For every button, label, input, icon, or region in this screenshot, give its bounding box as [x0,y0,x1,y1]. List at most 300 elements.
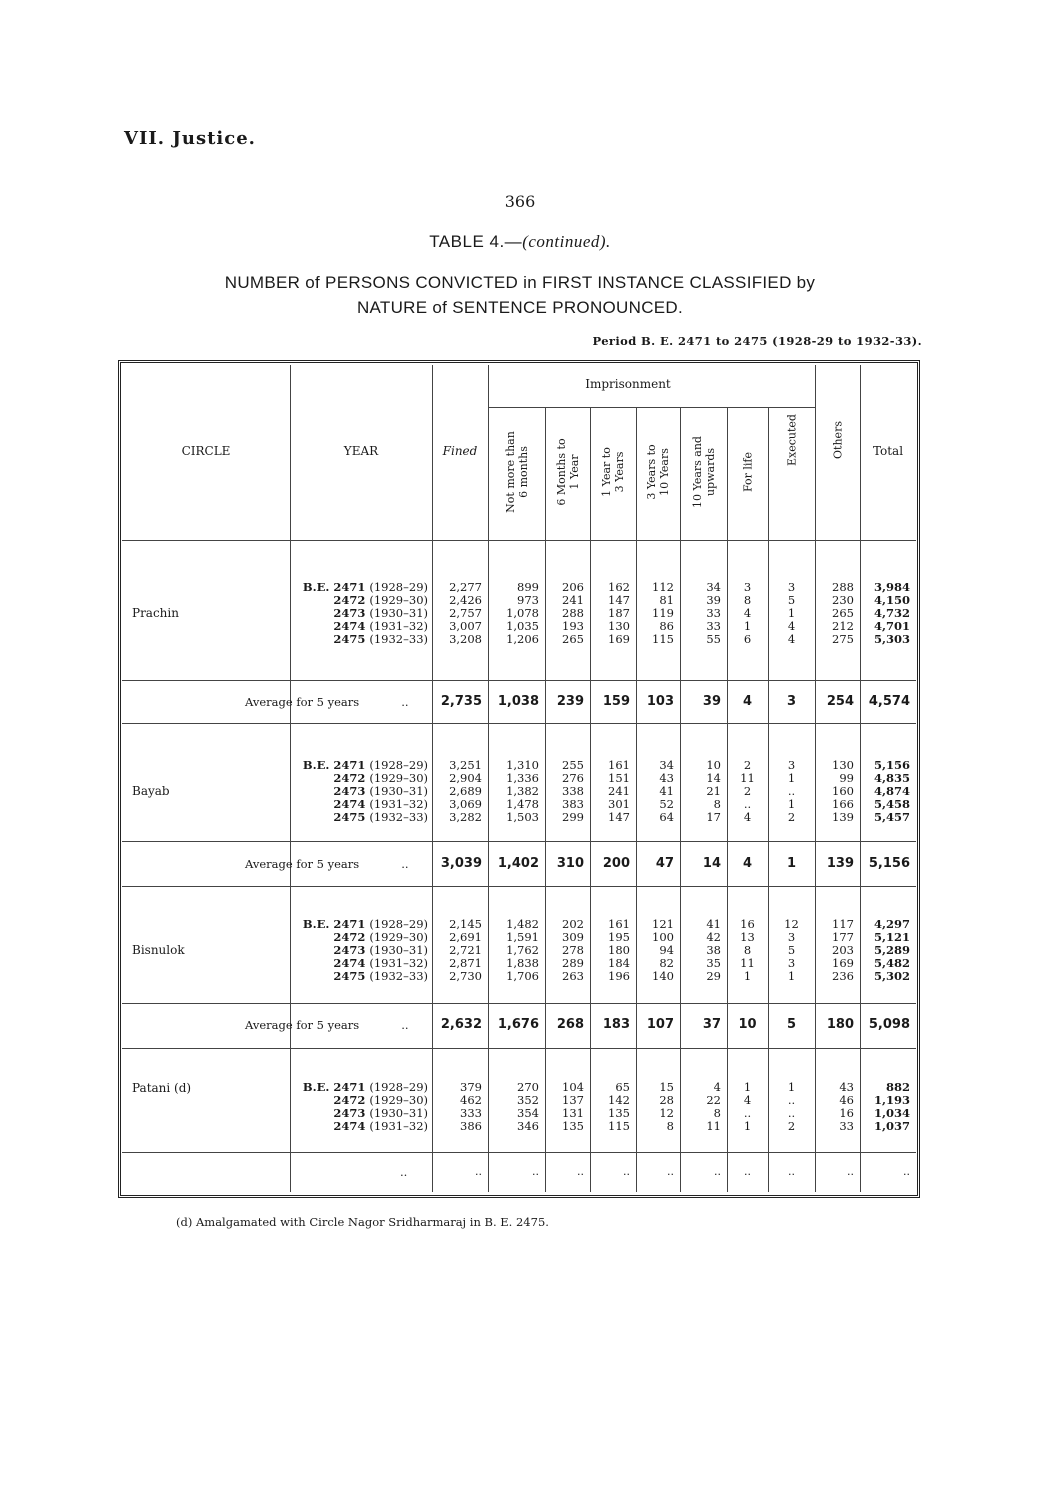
table-cell: 4 [787,619,796,633]
table-cell: 11 [740,956,755,970]
table-cell: 1,503 [506,810,539,824]
table-title-prefix: TABLE 4.— [429,232,523,251]
circle-name: Prachin [132,606,179,620]
year-list [303,1081,428,1133]
table-cell: 16 [740,917,755,931]
year-be: 2474 [333,797,370,811]
year-row [303,633,428,646]
average-executed: 3 [786,694,797,709]
table-cell: 193 [562,619,584,633]
table-cell: 5,302 [873,969,910,983]
average-fined: 2,632 [440,1017,482,1032]
table-cell: 383 [562,797,584,811]
cells-y10-up [680,759,721,824]
average-y10-up: 37 [702,1017,721,1032]
table-cell: 288 [832,580,854,594]
table-cell: 112 [652,580,674,594]
table-cell: .. [787,1093,796,1107]
table-cell: 379 [460,1080,482,1094]
table-cell: 5,303 [873,632,910,646]
year-be: B.E. 2471 [302,1080,370,1094]
table-cell: .. [787,1106,796,1120]
cells-for-life [727,581,768,646]
average-y10-up: .. [714,1165,721,1178]
table-cell: 117 [832,917,854,931]
table-cell: 1,706 [506,969,539,983]
average-label-dots: .. [401,857,409,871]
header-y3-to-10y: 3 Years to 10 Years [645,444,671,500]
year-be: 2473 [333,784,370,798]
average-total: 5,156 [868,856,910,871]
cells-not-more-6m [488,1081,539,1133]
table-cell: 22 [706,1093,721,1107]
table-cell: 2,277 [449,580,482,594]
year-ce: (1928–29) [369,917,428,931]
year-be: 2475 [333,810,370,824]
average-total: .. [903,1165,910,1178]
header-total: Total [872,444,904,458]
year-ce: (1929–30) [369,593,428,607]
average-label-dots: .. [401,1018,409,1032]
cells-executed [768,759,815,824]
year-ce: (1929–30) [369,771,428,785]
table-cell: 462 [460,1093,482,1107]
average-others: 180 [826,1017,854,1032]
table-cell: 4 [743,1093,752,1107]
average-for-life: 10 [738,1017,757,1032]
cells-total [860,759,910,824]
table-cell: 1,382 [506,784,539,798]
table-cell: 135 [608,1106,630,1120]
average-others: 254 [826,694,854,709]
table-cell: 41 [706,917,721,931]
table-cell: 263 [562,969,584,983]
year-ce: (1932–33) [369,810,428,824]
table-cell: 130 [832,758,854,772]
table-cell: 2 [787,1119,796,1133]
table-cell: 184 [608,956,630,970]
average-executed: 1 [786,856,797,871]
table-cell: 4,701 [873,619,910,633]
average-y1-to-3y: 200 [602,856,630,871]
year-ce: (1931–32) [369,956,428,970]
cells-y3-to-10y [636,1081,674,1133]
table-cell: 2,426 [449,593,482,607]
cells-others [815,1081,854,1133]
table-cell: 1,482 [506,917,539,931]
table-cell: 265 [832,606,854,620]
table-cell: 1,310 [506,758,539,772]
table-cell: 86 [659,619,674,633]
table-cell: 301 [608,797,630,811]
average-others: 139 [826,856,854,871]
table-cell: 1,193 [873,1093,910,1107]
table-cell: 180 [608,943,630,957]
table-cell: .. [743,1106,752,1120]
year-ce: (1928–29) [369,580,428,594]
period-label: Period B. E. 2471 to 2475 (1928-29 to 1932-33). [592,334,922,348]
table-cell: 289 [562,956,584,970]
table-cell: 2,691 [449,930,482,944]
table-cell: 386 [460,1119,482,1133]
table-cell: 43 [659,771,674,785]
table-cell: 104 [562,1080,584,1094]
year-ce: (1930–31) [369,1106,428,1120]
table-cell: 39 [706,593,721,607]
average-y1-to-3y: 159 [602,694,630,709]
year-be: 2474 [333,956,370,970]
table-cell: 4 [713,1080,721,1094]
table-cell: 1 [743,1119,752,1133]
table-cell: 203 [832,943,854,957]
year-be: 2472 [333,593,370,607]
table-cell: 1 [787,1080,796,1094]
average-label [245,857,409,871]
header-imprisonment: Imprisonment [585,377,671,391]
cells-total [860,1081,910,1133]
table-cell: 5,156 [873,758,910,772]
table-cell: 4 [787,632,796,646]
table-cell: 121 [652,917,674,931]
table-cell: 288 [562,606,584,620]
table-cell: 206 [562,580,584,594]
average-not-more-6m: 1,402 [497,856,539,871]
year-ce: (1929–30) [369,1093,428,1107]
year-be: 2472 [333,1093,370,1107]
imprisonment-rule [488,407,815,408]
table-cell: 299 [562,810,584,824]
table-cell: 94 [659,943,674,957]
table-cell: 1,591 [506,930,539,944]
table-cell: 11 [706,1119,721,1133]
average-label [245,695,409,709]
table-cell: 309 [562,930,584,944]
table-cell: 1,034 [873,1106,910,1120]
table-cell: 115 [652,632,674,646]
average-total: 5,098 [868,1017,910,1032]
circle-name: Bisnulok [132,943,185,957]
header-others: Others [831,421,844,459]
year-be: 2472 [333,771,370,785]
column-rule [290,365,291,1192]
header-fined: Fined [442,444,478,458]
table-cell: 973 [517,593,539,607]
table-cell: 5,458 [873,797,910,811]
table-cell: 241 [562,593,584,607]
table-cell: 177 [832,930,854,944]
average-label-text: Average for 5 years [245,1018,360,1032]
table-cell: 160 [832,784,854,798]
table-cell: 1,035 [506,619,539,633]
average-fined: 3,039 [440,856,482,871]
table-cell: 46 [839,1093,854,1107]
table-cell: 1 [743,619,752,633]
average-label [245,1018,409,1032]
header-executed: Executed [785,414,798,466]
average-m6-to-1y: 268 [556,1017,584,1032]
year-list [303,759,428,824]
year-be: 2475 [333,632,370,646]
table-cell: 33 [706,619,721,633]
table-cell: 2 [743,758,752,772]
table-cell: 2,871 [449,956,482,970]
cells-executed [768,581,815,646]
average-for-life: 4 [742,856,753,871]
table-cell: 16 [839,1106,854,1120]
cells-y1-to-3y [590,759,630,824]
header-m6-to-1y: 6 Months to 1 Year [554,438,581,506]
table-cell: 1,838 [506,956,539,970]
cells-for-life [727,1081,768,1133]
table-cell: 1 [787,797,796,811]
table-cell: 3,007 [449,619,482,633]
table-cell: 8 [743,593,752,607]
header-bottom-rule [122,540,916,541]
page-number: 366 [504,192,536,211]
table-cell: 135 [562,1119,584,1133]
average-executed: 5 [786,1017,797,1032]
table-cell: 882 [885,1080,910,1094]
average-others: .. [847,1165,854,1178]
average-y3-to-10y: 47 [655,856,674,871]
year-be: B.E. 2471 [302,580,370,594]
table-cell: 346 [517,1119,539,1133]
table-cell: 162 [608,580,630,594]
table-cell: 4,874 [873,784,910,798]
average-not-more-6m: 1,038 [497,694,539,709]
table-cell: 130 [608,619,630,633]
table-cell: 166 [832,797,854,811]
table-cell: 4,835 [873,771,910,785]
year-ce: (1931–32) [369,797,428,811]
table-cell: 8 [713,797,721,811]
table-cell: 278 [562,943,584,957]
footnote: (d) Amalgamated with Circle Nagor Sridharmaraj in B. E. 2475. [176,1215,549,1229]
table-cell: 1 [743,969,752,983]
cells-not-more-6m [488,759,539,824]
table-cell: 1,762 [506,943,539,957]
table-cell: 5,457 [873,810,910,824]
cells-y10-up [680,918,721,983]
table-cell: 8 [666,1119,674,1133]
year-be: B.E. 2471 [302,917,370,931]
cells-y10-up [680,581,721,646]
table-cell: 99 [839,771,854,785]
average-executed: .. [788,1165,795,1178]
average-not-more-6m: 1,676 [497,1017,539,1032]
cells-others [815,918,854,983]
table-cell: 5,482 [873,956,910,970]
table-cell: 41 [659,784,674,798]
cells-fined [432,581,482,646]
table-cell: .. [743,797,752,811]
table-cell: 34 [706,580,721,594]
table-cell: 236 [832,969,854,983]
table-cell: 8 [743,943,752,957]
year-ce: (1932–33) [369,969,428,983]
table-cell: 151 [608,771,630,785]
table-cell: 147 [608,810,630,824]
table-cell: 161 [608,758,630,772]
table-cell: 241 [608,784,630,798]
table-cell: 187 [608,606,630,620]
average-label-dots: .. [400,1165,408,1179]
table-cell: 275 [832,632,854,646]
table-cell: 3,984 [873,580,910,594]
table-cell: 3 [787,956,796,970]
table-cell: 1 [743,1080,752,1094]
cells-fined [432,759,482,824]
year-ce: (1930–31) [369,606,428,620]
table-cell: 15 [659,1080,674,1094]
table-cell: 5,289 [873,943,910,957]
table-cell: 338 [562,784,584,798]
cells-m6-to-1y [545,918,584,983]
table-cell: 212 [832,619,854,633]
average-fined: .. [475,1165,482,1178]
year-be: 2474 [333,619,370,633]
table-cell: 6 [743,632,752,646]
table-cell: 3 [787,580,796,594]
table-cell: 4,732 [873,606,910,620]
average-y1-to-3y: .. [623,1165,630,1178]
year-ce: (1929–30) [369,930,428,944]
year-ce: (1928–29) [369,1080,428,1094]
average-y10-up: 39 [702,694,721,709]
average-y3-to-10y: 107 [646,1017,674,1032]
cells-y1-to-3y [590,918,630,983]
block-bottom-rule [122,886,916,887]
table-cell: 3 [787,758,796,772]
header-circle: CIRCLE [181,444,231,458]
table-cell: 169 [608,632,630,646]
table-cell: 65 [615,1080,630,1094]
table-cell: 5 [787,593,796,607]
table-cell: 4 [743,810,752,824]
table-cell: 43 [839,1080,854,1094]
table-cell: 29 [706,969,721,983]
table-cell: 270 [517,1080,539,1094]
header-year: YEAR [343,444,379,458]
table-cell: 230 [832,593,854,607]
average-for-life: .. [744,1165,751,1178]
table-cell: 2,904 [449,771,482,785]
table-cell: 195 [608,930,630,944]
table-cell: 55 [706,632,721,646]
table-cell: 140 [652,969,674,983]
cells-y10-up [680,1081,721,1133]
cells-m6-to-1y [545,759,584,824]
table-cell: 28 [659,1093,674,1107]
table-cell: 3,282 [449,810,482,824]
table-cell: 1 [787,969,796,983]
year-row [303,1120,428,1133]
table-cell: 64 [659,810,674,824]
table-cell: 2,721 [449,943,482,957]
table-cell: 3 [743,580,752,594]
average-y3-to-10y: .. [667,1165,674,1178]
table-cell: 2 [743,784,752,798]
year-be: 2474 [333,1119,370,1133]
average-fined: 2,735 [440,694,482,709]
year-be: 2473 [333,1106,370,1120]
table-cell: 1,037 [873,1119,910,1133]
table-cell: 137 [562,1093,584,1107]
average-rule [122,841,916,842]
year-row [303,970,428,983]
table-cell: 13 [740,930,755,944]
table-cell: 352 [517,1093,539,1107]
table-cell: 33 [839,1119,854,1133]
header-y10-up: 10 Years and upwards [690,436,717,508]
average-y1-to-3y: 183 [602,1017,630,1032]
table-cell: 1 [787,771,796,785]
table-cell: 35 [706,956,721,970]
table-cell: 14 [706,771,721,785]
header-not-more-6m: Not more than 6 months [503,431,530,513]
cells-executed [768,918,815,983]
average-rule [122,1152,916,1153]
average-label-dots: .. [401,695,409,709]
circle-name: Bayab [132,784,170,798]
table-cell: 276 [562,771,584,785]
average-m6-to-1y: .. [577,1165,584,1178]
cells-y1-to-3y [590,1081,630,1133]
table-cell: 8 [713,1106,721,1120]
cells-fined [432,1081,482,1133]
table-cell: 139 [832,810,854,824]
header-y1-to-3y: 1 Year to 3 Years [600,447,626,497]
table-cell: 3,069 [449,797,482,811]
table-cell: .. [787,784,796,798]
table-cell: 1,078 [506,606,539,620]
table-cell: 100 [652,930,674,944]
block-bottom-rule [122,723,916,724]
table-cell: 12 [784,917,799,931]
average-total: 4,574 [868,694,910,709]
table-cell: 169 [832,956,854,970]
cells-others [815,581,854,646]
cells-not-more-6m [488,918,539,983]
cells-total [860,581,910,646]
average-for-life: 4 [742,694,753,709]
table-cell: 899 [517,580,539,594]
cells-m6-to-1y [545,581,584,646]
table-cell: 3,208 [449,632,482,646]
table-cell: 5,121 [873,930,910,944]
cells-others [815,759,854,824]
table-cell: 81 [659,593,674,607]
table-cell: 38 [706,943,721,957]
average-y10-up: 14 [702,856,721,871]
table-cell: 5 [787,943,796,957]
cells-for-life [727,759,768,824]
table-cell: 3 [787,930,796,944]
table-cell: 34 [659,758,674,772]
block-bottom-rule [122,1048,916,1049]
table-cell: 202 [562,917,584,931]
cells-total [860,918,910,983]
table-cell: 4,150 [873,593,910,607]
table-cell: 12 [659,1106,674,1120]
year-be: 2475 [333,969,370,983]
year-ce: (1928–29) [369,758,428,772]
header-for-life: For life [741,451,754,493]
table-cell: 196 [608,969,630,983]
table-cell: 2,757 [449,606,482,620]
table-cell: 131 [562,1106,584,1120]
table-cell: 4,297 [873,917,910,931]
